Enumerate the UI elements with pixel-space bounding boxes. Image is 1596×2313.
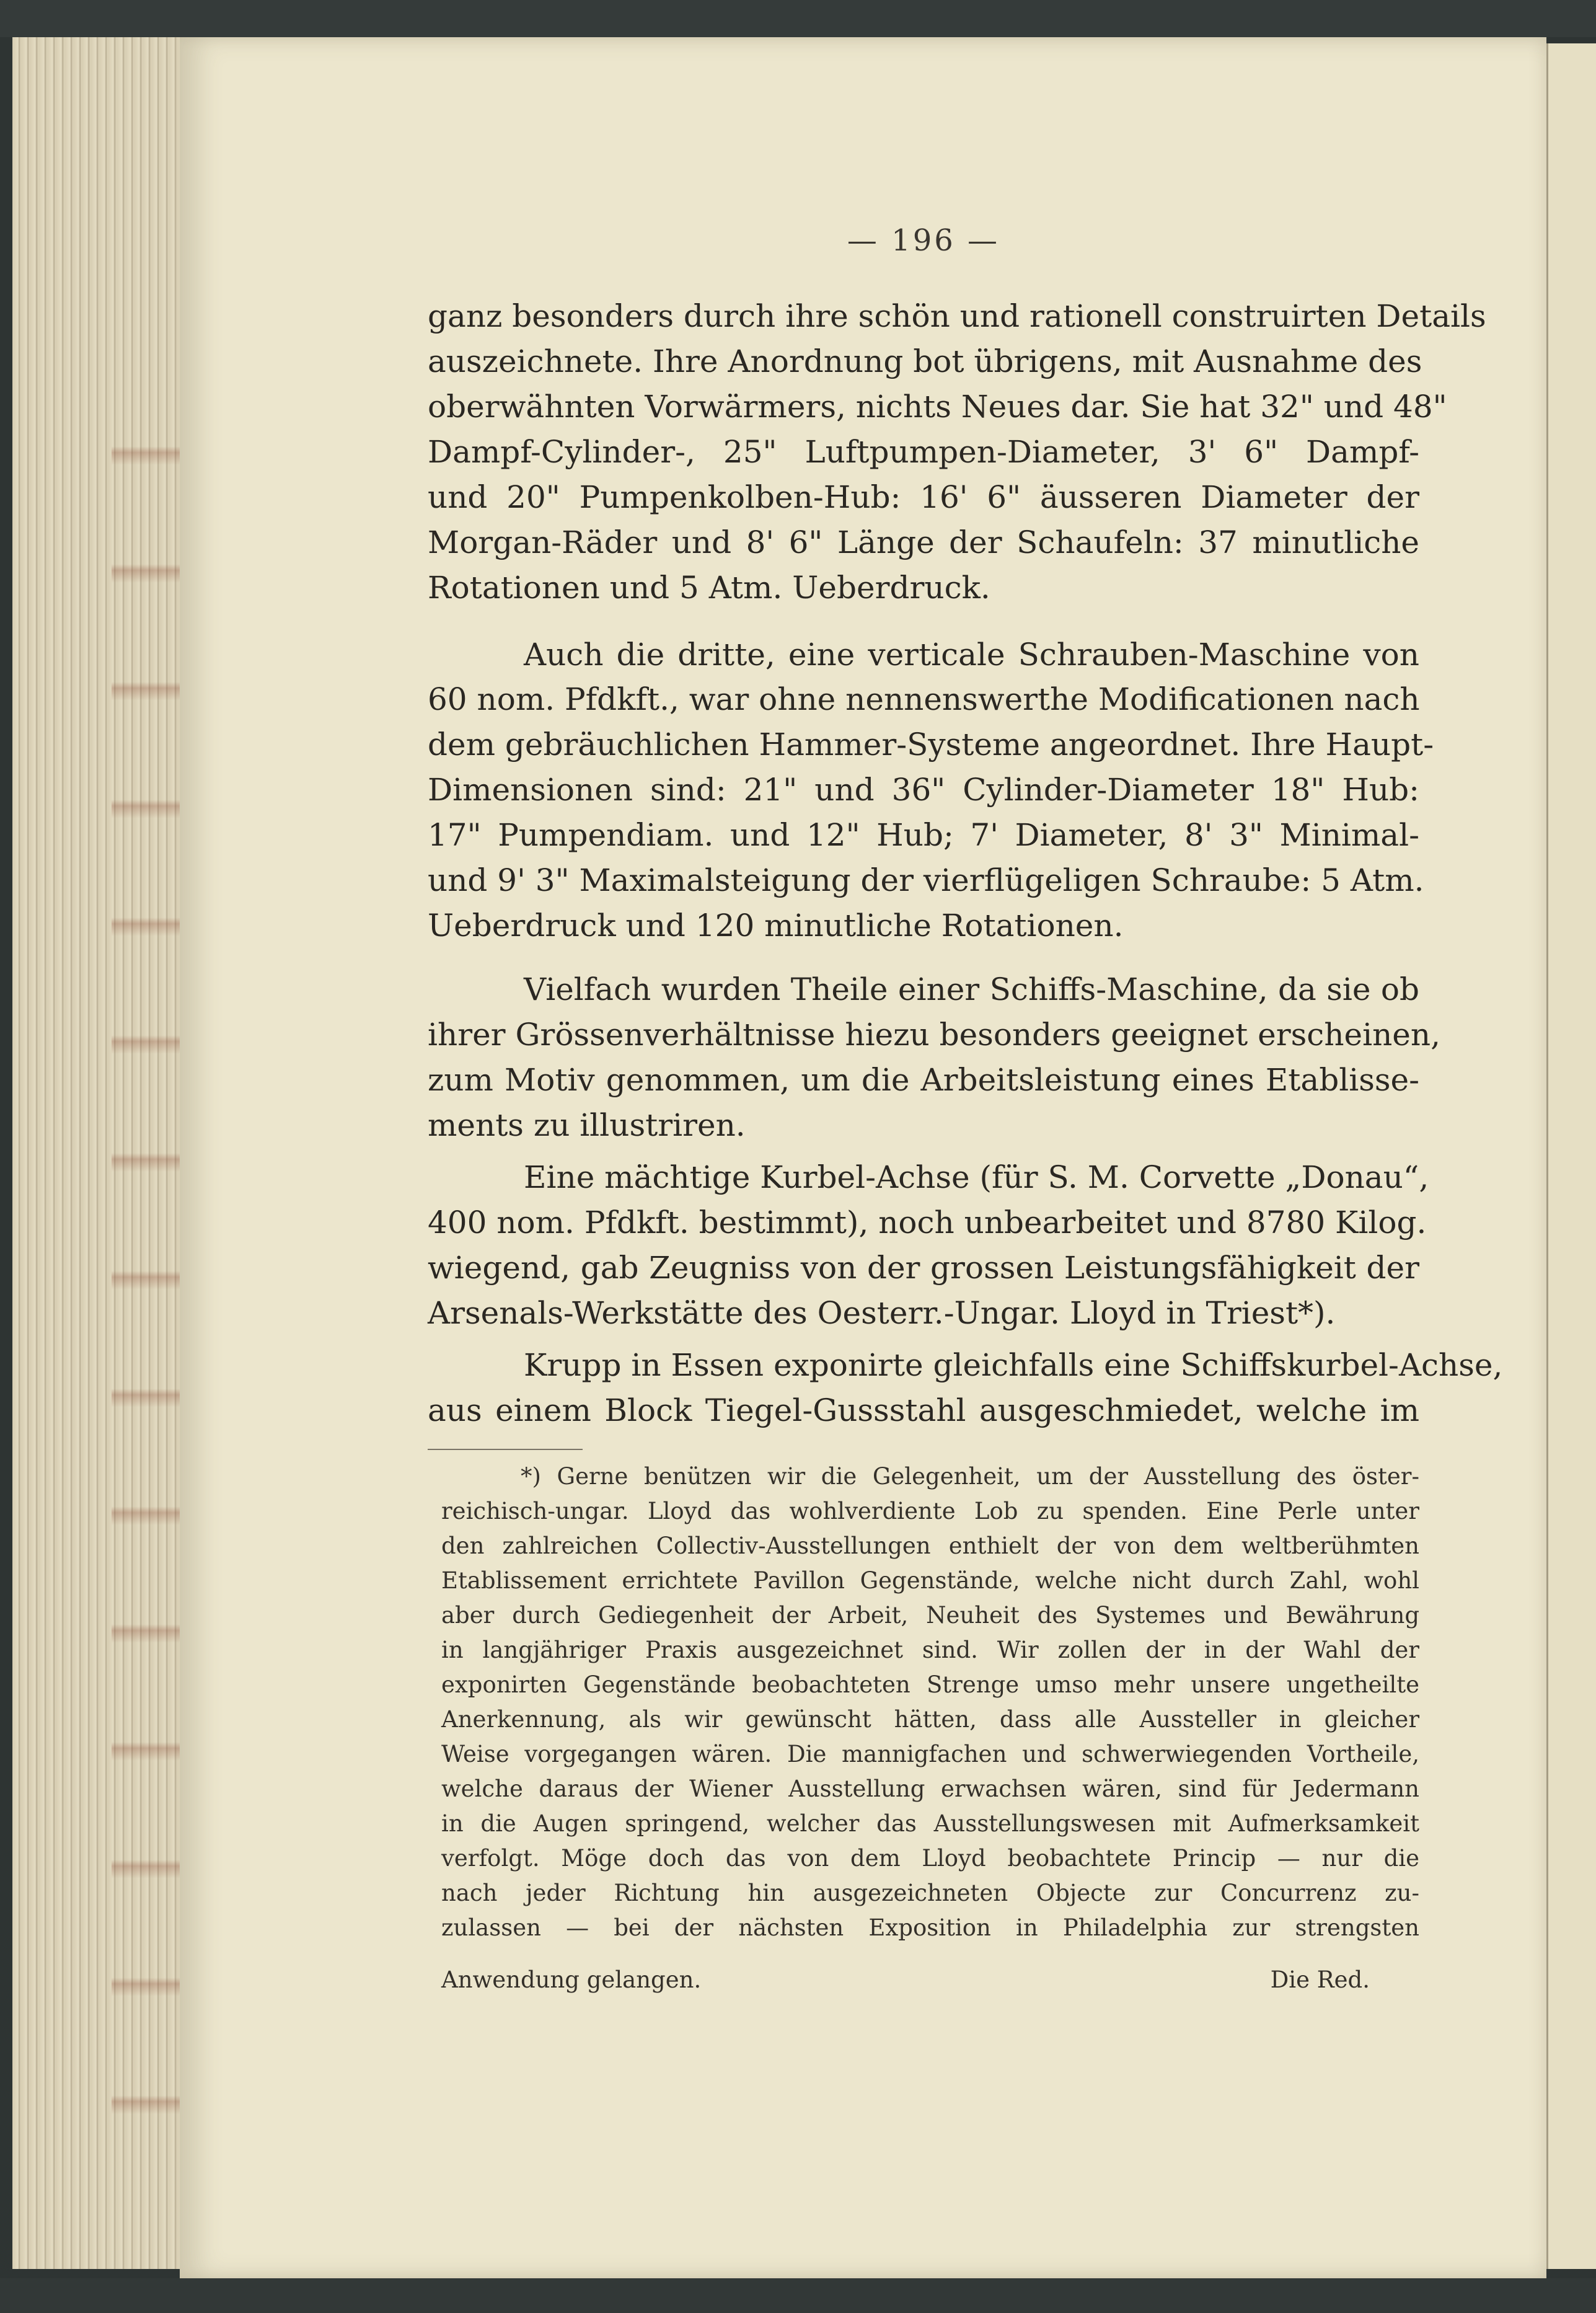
body-line: 400 nom. Pfdkft. bestimmt), noch unbearbeitet und 8780 Kilog.	[428, 1205, 1427, 1241]
footnote-line: exponirten Gegenstände beobachteten Strenge umso mehr unsere ungetheilte	[441, 1671, 1419, 1698]
body-line: und 9' 3" Maximalsteigung der vierflügeligen Schraube: 5 Atm.	[428, 862, 1424, 898]
body-line: wiegend, gab Zeugniss von der grossen Leistungsfähigkeit der	[428, 1250, 1419, 1286]
body-line: Dimensionen sind: 21" und 36" Cylinder-Diameter 18" Hub:	[428, 772, 1419, 808]
footnote-line: den zahlreichen Collectiv-Ausstellungen enthielt der von dem weltberühmten	[441, 1532, 1419, 1559]
footnote-line: Anerkennung, als wir gewünscht hätten, dass alle Aussteller in gleicher	[441, 1706, 1419, 1733]
footnote-line: *) Gerne benützen wir die Gelegenheit, um der Ausstellung des öster-	[521, 1463, 1419, 1490]
page-stack-edge	[12, 37, 181, 2269]
facing-page-edge	[1546, 43, 1596, 2269]
body-line: ganz besonders durch ihre schön und rationell construirten Details	[428, 298, 1486, 334]
body-line: auszeichnete. Ihre Anordnung bot übrigens, mit Ausnahme des	[428, 343, 1422, 379]
body-line: und 20" Pumpenkolben-Hub: 16' 6" äusseren Diameter der	[428, 479, 1419, 515]
body-line: 17" Pumpendiam. und 12" Hub; 7' Diameter, 8' 3" Minimal-	[428, 817, 1419, 853]
footnote-line: Weise vorgegangen wären. Die mannigfachen und schwerwiegenden Vortheile,	[441, 1741, 1419, 1767]
body-line: ihrer Grössenverhältnisse hiezu besonders geeignet erscheinen,	[428, 1017, 1440, 1053]
footnote-line: in langjähriger Praxis ausgezeichnet sind. Wir zollen der in der Wahl der	[441, 1637, 1419, 1663]
footnote-line: Anwendung gelangen.	[441, 1966, 702, 1993]
body-line: Ueberdruck und 120 minutliche Rotationen.	[428, 908, 1124, 944]
book-cover-bottom	[0, 2278, 1596, 2313]
body-line: zum Motiv genommen, um die Arbeitsleistung eines Etablisse-	[428, 1062, 1419, 1098]
footnote-line: aber durch Gediegenheit der Arbeit, Neuheit des Systemes und Bewährung	[441, 1602, 1419, 1629]
book-cover-top	[0, 0, 1596, 37]
page-number: — 196 —	[847, 223, 1000, 258]
footnote-line: reichisch-ungar. Lloyd das wohlverdiente Lob zu spenden. Eine Perle unter	[441, 1498, 1419, 1524]
body-line: aus einem Block Tiegel-Gussstahl ausgeschmiedet, welche im	[428, 1392, 1419, 1428]
body-line: Morgan-Räder und 8' 6" Länge der Schaufeln: 37 minutliche	[428, 524, 1419, 560]
footnote-line: verfolgt. Möge doch das von dem Lloyd beobachtete Princip — nur die	[441, 1845, 1419, 1872]
paragraph-start-line: Krupp in Essen exponirte gleichfalls eine Schiffskurbel-Achse,	[524, 1347, 1503, 1383]
body-line: dem gebräuchlichen Hammer-Systeme angeordnet. Ihre Haupt-	[428, 727, 1434, 763]
footnote-line: welche daraus der Wiener Ausstellung erwachsen wären, sind für Jedermann	[441, 1776, 1419, 1802]
footnote-line: zulassen — bei der nächsten Exposition in Philadelphia zur strengsten	[441, 1914, 1419, 1941]
footnote-signature: Die Red.	[1270, 1966, 1370, 1993]
body-line: 60 nom. Pfdkft., war ohne nennenswerthe Modificationen nach	[428, 681, 1420, 717]
footnote-line: Etablissement errichtete Pavillon Gegenstände, welche nicht durch Zahl, wohl	[441, 1567, 1419, 1594]
paragraph-start-line: Eine mächtige Kurbel-Achse (für S. M. Corvette „Donau“,	[524, 1159, 1429, 1195]
page-edge-marks	[112, 347, 186, 2207]
footnote-line: nach jeder Richtung hin ausgezeichneten Objecte zur Concurrenz zu-	[441, 1880, 1419, 1906]
body-line: oberwähnten Vorwärmers, nichts Neues dar. Sie hat 32" und 48"	[428, 389, 1447, 425]
footnote-rule	[428, 1449, 583, 1450]
body-line: Rotationen und 5 Atm. Ueberdruck.	[428, 570, 990, 606]
paragraph-start-line: Vielfach wurden Theile einer Schiffs-Maschine, da sie ob	[524, 971, 1419, 1007]
footnote-line: in die Augen springend, welcher das Ausstellungswesen mit Aufmerksamkeit	[441, 1810, 1419, 1837]
paragraph-start-line: Auch die dritte, eine verticale Schrauben-Maschine von	[524, 637, 1419, 673]
body-line: Dampf-Cylinder-, 25" Luftpumpen-Diameter, 3' 6" Dampf-	[428, 434, 1419, 470]
body-line: Arsenals-Werkstätte des Oesterr.-Ungar. Lloyd in Triest*).	[428, 1295, 1336, 1331]
body-line: ments zu illustriren.	[428, 1107, 746, 1143]
